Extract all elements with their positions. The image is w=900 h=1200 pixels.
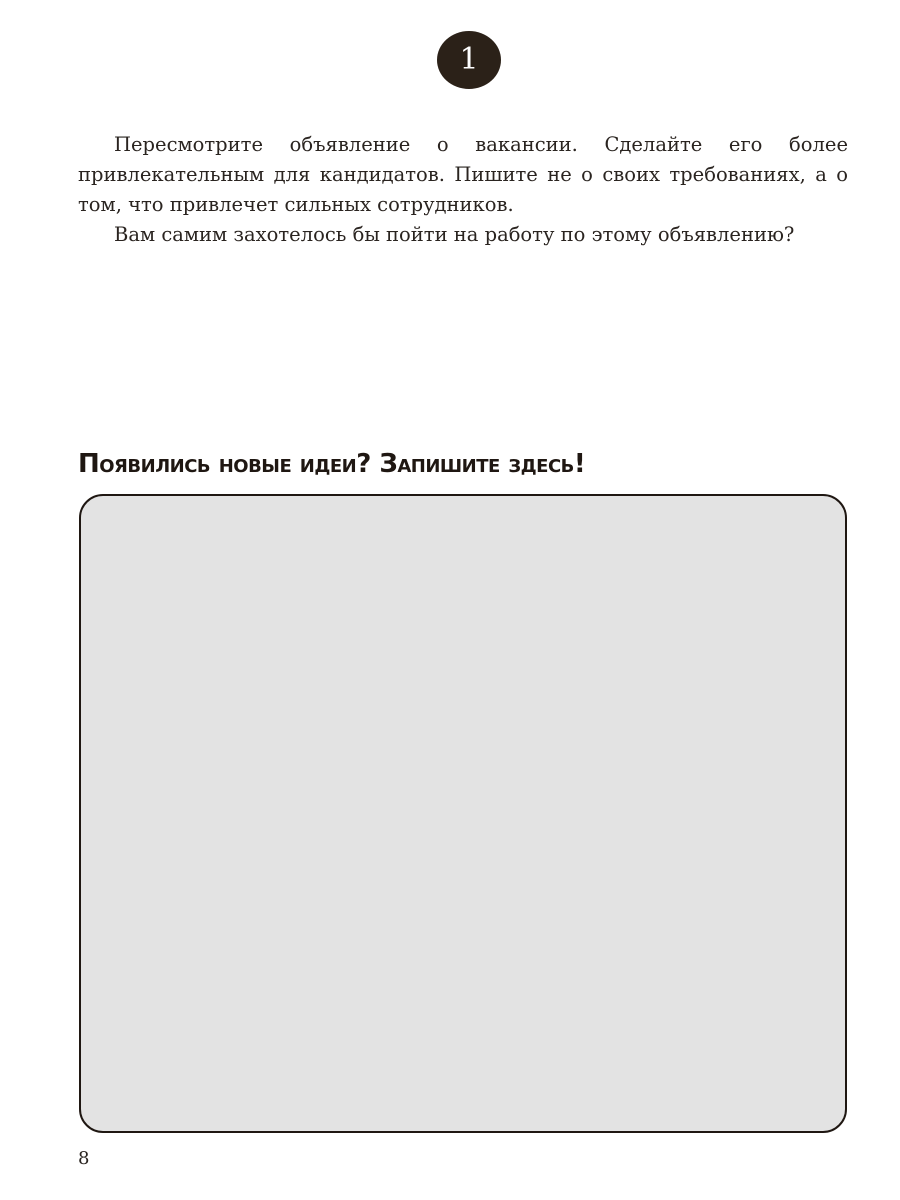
step-number-badge — [437, 31, 501, 89]
instruction-question: Вам самим захотелось бы пойти на работу по этому объявлению? — [114, 223, 795, 246]
notes-area[interactable] — [79, 494, 847, 1133]
instructions-block — [78, 130, 848, 250]
instruction-paragraph: Пересмотрите объявление о вакансии. Сделайте его более привлекательным для кандидатов. Пишите не о своих требованиях, а о том, что привлечет сильных сотрудников. — [78, 133, 848, 216]
notes-heading: Появились новые идеи? Запишите здесь! — [78, 449, 586, 479]
page-number: 8 — [78, 1148, 90, 1169]
step-number: 1 — [459, 42, 479, 77]
